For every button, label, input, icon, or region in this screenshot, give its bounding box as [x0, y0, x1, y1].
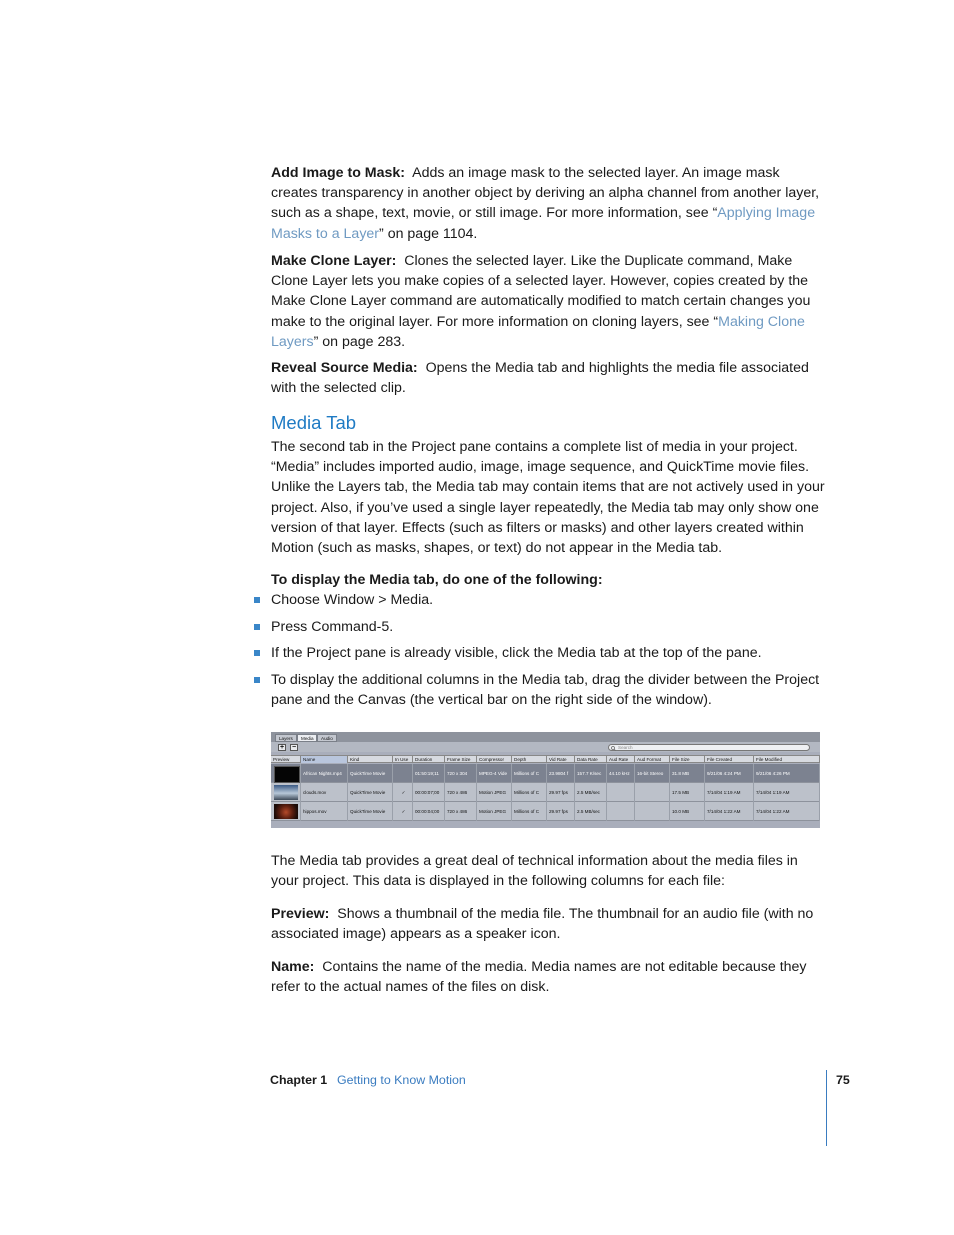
column-header[interactable]: Name — [301, 756, 348, 763]
column-header[interactable]: Preview — [271, 756, 301, 763]
remove-media-button[interactable]: − — [291, 744, 297, 751]
footer-chapter: Chapter 1 — [270, 1073, 328, 1087]
thumbnail — [274, 804, 298, 819]
task-heading: To display the Media tab, do one of the following: — [271, 572, 603, 588]
term: Name: — [271, 959, 315, 975]
page-number: 75 — [836, 1073, 850, 1087]
column-header[interactable]: Aud Rate — [607, 756, 635, 763]
column-header[interactable]: File Modified — [754, 756, 820, 763]
entry-add-image-to-mask: Add Image to Mask: Adds an image mask to the selected layer. An image mask creates transparency in another object by deriving an alpha channel from another layer, such as a shape, text, movie, or still image. For more information, see “Applying Image Masks to a Layer” on page 1104. — [271, 165, 820, 242]
preview-cell — [271, 802, 301, 821]
footer-chapter-title[interactable]: Getting to Know Motion — [337, 1073, 466, 1087]
column-header[interactable]: File Size — [670, 756, 705, 763]
table-row[interactable]: African Nights.mp4 QuickTime Movie 01:50:19;11 720 x 304 MPEG-4 Vide Millions of C 23.9804 f 157.7 K/sec 44.10 kHz 16-bit Stereo 31.8 MB 9/21/06 4:24 PM 9/21/06 4:26 PM — [271, 764, 820, 783]
entry-make-clone-layer: Make Clone Layer: Clones the selected layer. Like the Duplicate command, Make Clone Layer lets you make copies of a selected layer. However, copies created by the Make Clone Layer command are automatically modified to match certain changes you make to the original layer. For more information on cloning layers, see “Making Clone Layers” on page 283. — [271, 253, 811, 350]
column-header[interactable]: Compressor — [477, 756, 512, 763]
entry-preview: Preview: Shows a thumbnail of the media file. The thumbnail for an audio file (with no associated image) appears as a speaker icon. — [271, 906, 814, 943]
list-item: To display the additional columns in the Media tab, drag the divider between the Project pane and the Canvas (the vertical bar on the right side of the window). — [254, 670, 829, 710]
column-header[interactable]: Data Rate — [575, 756, 607, 763]
preview-cell — [271, 783, 301, 802]
bullet-marker — [254, 597, 260, 603]
section-title: Media Tab — [271, 412, 357, 433]
column-header[interactable]: Duration — [413, 756, 445, 763]
preview-cell — [271, 764, 301, 783]
media-tab-screenshot — [271, 732, 820, 828]
list-item: Choose Window > Media. — [254, 590, 829, 610]
list-item: Press Command-5. — [254, 617, 829, 637]
bullet-list — [254, 590, 829, 711]
term: Preview: — [271, 906, 330, 922]
add-media-button[interactable]: + — [279, 744, 285, 751]
tab-bar — [271, 732, 820, 742]
entry-name: Name: Contains the name of the media. Media names are not editable because they refer to the actual names of the files on disk. — [271, 959, 807, 996]
term: Make Clone Layer: — [271, 253, 397, 269]
column-header[interactable]: Vid Rate — [547, 756, 575, 763]
column-header[interactable]: In Use — [393, 756, 413, 763]
link-making-clone-layers[interactable]: Making Clone Layers — [271, 313, 805, 350]
link-applying-image-masks[interactable]: Applying Image Masks to a Layer — [271, 205, 816, 242]
after-figure-paragraph: The Media tab provides a great deal of technical information about the media files in your project. This data is displayed in the following columns for each file: — [271, 853, 798, 890]
list-item: If the Project pane is already visible, click the Media tab at the top of the pane. — [254, 643, 829, 663]
column-header[interactable]: Depth — [512, 756, 547, 763]
search-icon — [611, 746, 616, 751]
column-header[interactable]: Kind — [348, 756, 393, 763]
tab-audio[interactable]: Audio — [317, 734, 337, 742]
tab-media[interactable]: Media — [297, 734, 317, 742]
column-header[interactable]: Aud Format — [635, 756, 670, 763]
thumbnail — [274, 766, 300, 783]
entry-reveal-source-media: Reveal Source Media: Opens the Media tab and highlights the media file associated with the selected clip. — [271, 360, 809, 397]
footer-divider — [826, 1070, 827, 1146]
thumbnail — [274, 785, 298, 800]
intro-paragraph: The second tab in the Project pane contains a complete list of media in your project. “Media” includes imported audio, image, image sequence, and QuickTime movie files. Unlike the Layers tab, the Media tab may contain items that are not actively used in your project. Also, if you’ve used a single layer repeatedly, the Media tab may only show one version of that layer. Effects (such as filters or masks) and other layers created within Motion (such as masks, shapes, or text) do not appear in the Media tab. — [271, 439, 825, 557]
column-header[interactable]: Frame Size — [445, 756, 477, 763]
search-input[interactable]: Search — [608, 744, 810, 751]
column-header-row — [271, 755, 820, 763]
column-header[interactable]: File Created — [705, 756, 754, 763]
bullet-marker — [254, 624, 260, 630]
bullet-marker — [254, 677, 260, 683]
bullet-marker — [254, 650, 260, 656]
table-row[interactable]: hippos.mov QuickTime Movie ✓ 00:00:04;00 720 x 486 Motion JPEG Millions of C 29.97 fps 2.5 MB/sec 10.0 MB 7/14/04 1:22 AM 7/14/04 1:22 AM — [271, 802, 820, 821]
term: Reveal Source Media: — [271, 360, 418, 376]
table-row[interactable]: clouds.mov QuickTime Movie ✓ 00:00:07;00 720 x 486 Motion JPEG Millions of C 29.97 fps 2.5 MB/sec 17.5 MB 7/14/04 1:19 AM 7/14/04 1:19 AM — [271, 783, 820, 802]
term: Add Image to Mask: — [271, 165, 406, 181]
tab-layers[interactable]: Layers — [275, 734, 297, 742]
